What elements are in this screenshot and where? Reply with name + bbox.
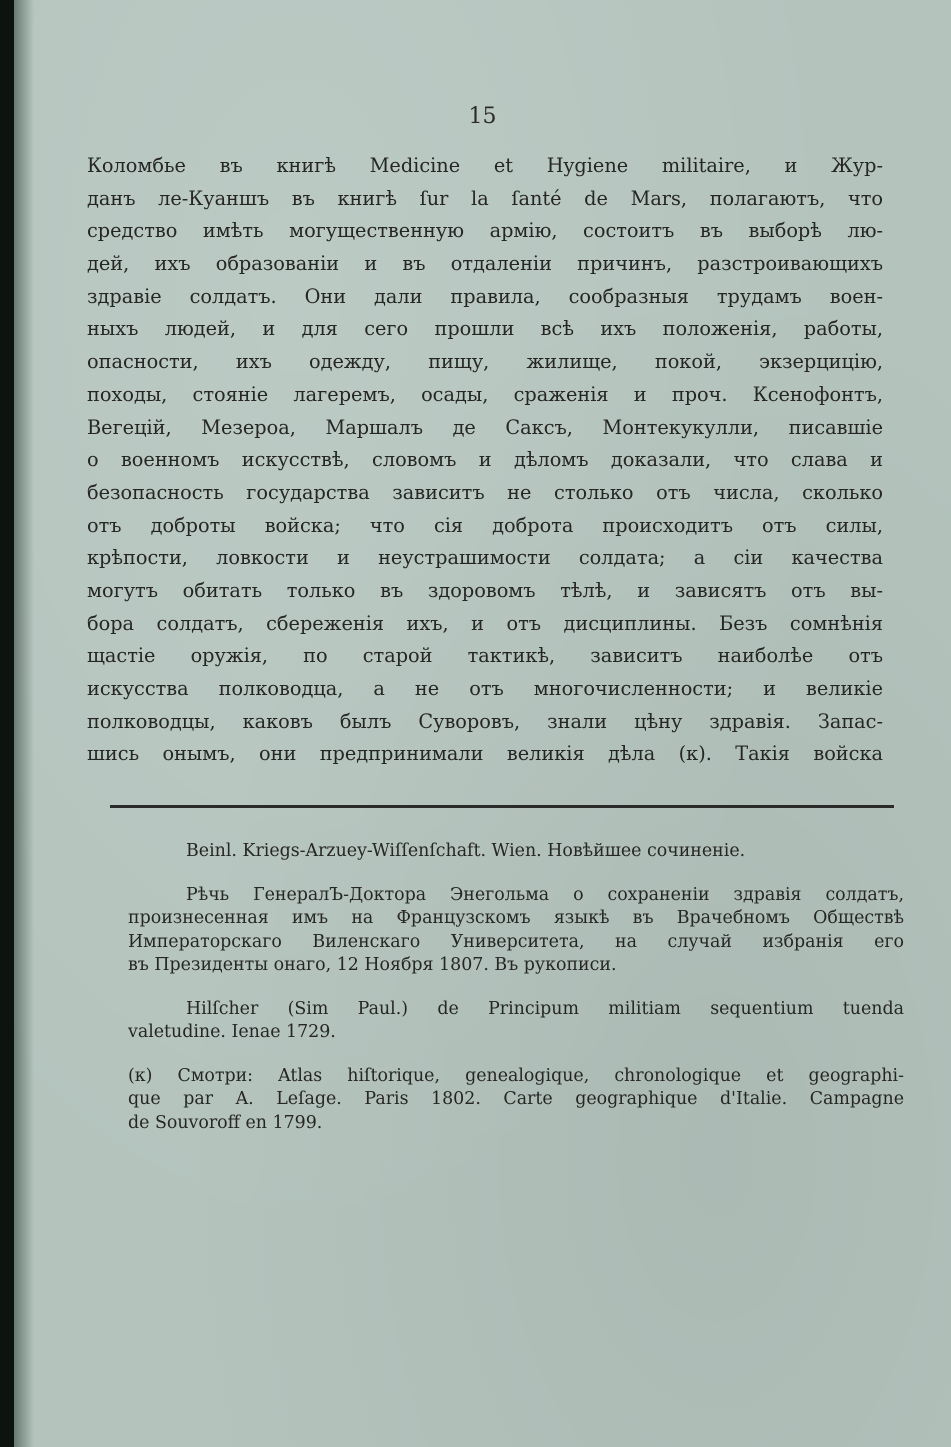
text-line: о военномъ искусствѣ, словомъ и дѣломъ доказали, что слава и: [87, 448, 883, 472]
footnote-line: въ Президенты онаго, 12 Ноября 1807. Въ рукописи.: [128, 955, 617, 975]
footnote-line: Beinl. Kriegs-Arzuey-Wiſſenſchaft. Wien. Новѣйшее сочиненіе.: [186, 841, 746, 861]
footnote-line: que par A. Leſage. Paris 1802. Carte geographique d'Italie. Campagne: [128, 1089, 904, 1109]
text-line: походы, стояніе лагеремъ, осады, сраженія и проч. Ксенофонтъ,: [87, 382, 883, 406]
text-line: данъ ле-Куаншъ въ книгѣ ſur la ſanté de Mars, полагаютъ, что: [87, 186, 883, 210]
footnote-line: Hilſcher (Sim Paul.) de Principum militiam sequentium tuenda: [186, 998, 904, 1019]
text-line: отъ доброты войска; что сія доброта происходитъ отъ силы,: [87, 513, 883, 537]
text-line: дей, ихъ образованіи и въ отдаленіи причинъ, разстроивающихъ: [87, 252, 883, 276]
text-line: полководцы, каковъ былъ Суворовъ, знали цѣну здравія. Запас-: [87, 709, 883, 733]
text-line: шись онымъ, они предпринимали великія дѣла (к). Такія войска: [87, 742, 883, 766]
text-line: щастіе оружія, по старой тактикѣ, зависитъ наиболѣе отъ: [87, 644, 883, 668]
text-line: могутъ обитать только въ здоровомъ тѣлѣ, и зависятъ отъ вы-: [87, 578, 883, 602]
book-page: [14, 0, 951, 1447]
text-line: ныхъ людей, и для сего прошли всѣ ихъ положенія, работы,: [87, 317, 883, 341]
footnote-line: Императорскаго Виленскаго Университета, на случай избранія его: [128, 931, 904, 952]
footnote-line: de Souvoroff en 1799.: [128, 1112, 323, 1133]
footnote-beinl: [128, 840, 904, 864]
text-line: искусства полководца, а не отъ многочисленности; и великіе: [87, 677, 883, 700]
footnote-hilscher: [128, 998, 904, 1045]
text-line: бора солдатъ, сбереженія ихъ, и отъ дисциплины. Безъ сомнѣнія: [87, 611, 883, 635]
text-line: безопасность государства зависитъ не столько отъ числа, сколько: [87, 480, 883, 504]
footnote-k: [128, 1065, 904, 1136]
text-line: Коломбье въ книгѣ Medicine et Hygiene militaire, и Жур-: [87, 154, 883, 177]
text-line: Вегецій, Мезероа, Маршалъ де Саксъ, Монтекукулли, писавшіе: [87, 415, 883, 439]
footnote-line: произнесенная имъ на Французскомъ языкѣ въ Врачебномъ Обществѣ: [128, 908, 904, 928]
text-line: здравіе солдатъ. Они дали правила, сообразныя трудамъ воен-: [87, 284, 883, 308]
footnote-line: (к) Смотри: Atlas hiſtorique, genealogique, chronologique et geographi-: [128, 1065, 904, 1086]
main-text-block: [87, 150, 883, 771]
text-line: крѣпости, ловкости и неустрашимости солдата; а сіи качества: [87, 546, 883, 570]
page-binding-shadow: [14, 0, 34, 1447]
footnote-line: Рѣчь ГенералЪ-Доктора Энегольма о сохраненіи здравія солдатъ,: [186, 884, 904, 905]
text-line: средство имѣть могущественную армію, состоитъ въ выборѣ лю-: [87, 219, 883, 243]
footnotes-block: [128, 840, 904, 1155]
footnote-line: valetudine. Ienae 1729.: [128, 1022, 336, 1042]
footnote-divider: [110, 805, 894, 808]
footnote-speech: [128, 884, 904, 978]
page-number: 15: [468, 104, 497, 129]
text-line: опасности, ихъ одежду, пищу, жилище, покой, экзерцицію,: [87, 350, 883, 374]
